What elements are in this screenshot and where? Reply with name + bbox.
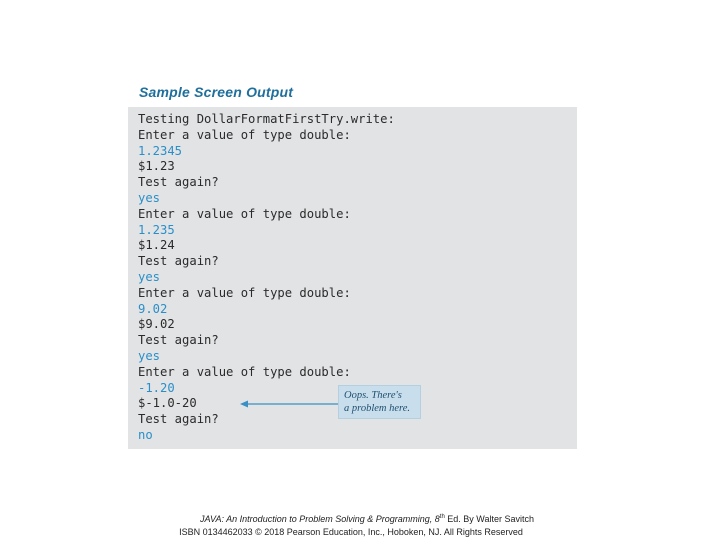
callout-line-1: Oops. There's xyxy=(344,390,402,401)
console-output-line: $1.24 xyxy=(138,238,175,253)
edition-author-text: Ed. By Walter Savitch xyxy=(444,514,534,524)
console-output-line: Testing DollarFormatFirstTry.write: xyxy=(138,112,395,126)
console-input-line: yes xyxy=(138,190,161,205)
console-output-line: $9.02 xyxy=(138,317,175,332)
console-output-line: $1.23 xyxy=(138,159,175,174)
section-heading: Sample Screen Output xyxy=(139,84,294,100)
edition-superscript: th xyxy=(439,514,445,520)
console-output-line: Test again? xyxy=(138,333,219,348)
console-input-line: 1.2345 xyxy=(138,143,183,158)
console-output-line: Enter a value of type double: xyxy=(138,127,351,142)
console-output-line: Enter a value of type double: xyxy=(138,206,351,221)
callout-note xyxy=(338,385,421,419)
console-output-line: Test again? xyxy=(138,254,219,269)
console-output-line: $-1.0-20 xyxy=(138,396,197,411)
footer-copyright: ISBN 0134462033 © 2018 Pearson Education, Inc., Hoboken, NJ. All Rights Reserved xyxy=(179,527,523,537)
console-input-line: yes xyxy=(138,269,161,284)
console-output-line: Test again? xyxy=(138,175,219,190)
console-input-line: yes xyxy=(138,348,161,363)
console-output-line: Enter a value of type double: xyxy=(138,285,351,300)
console-input-line: no xyxy=(138,427,153,442)
callout-line-2: a problem here. xyxy=(344,403,410,414)
arrow-left-icon xyxy=(238,397,340,411)
console-input-line: 9.02 xyxy=(138,301,168,316)
book-title-text: JAVA: An Introduction to Problem Solving & Programming, 8 xyxy=(199,514,440,524)
console-input-line: -1.20 xyxy=(138,380,175,395)
footer-book-title xyxy=(7,514,720,524)
console-output-line: Test again? xyxy=(138,412,219,427)
console-output-line: Enter a value of type double: xyxy=(138,364,351,379)
console-input-line: 1.235 xyxy=(138,222,175,237)
